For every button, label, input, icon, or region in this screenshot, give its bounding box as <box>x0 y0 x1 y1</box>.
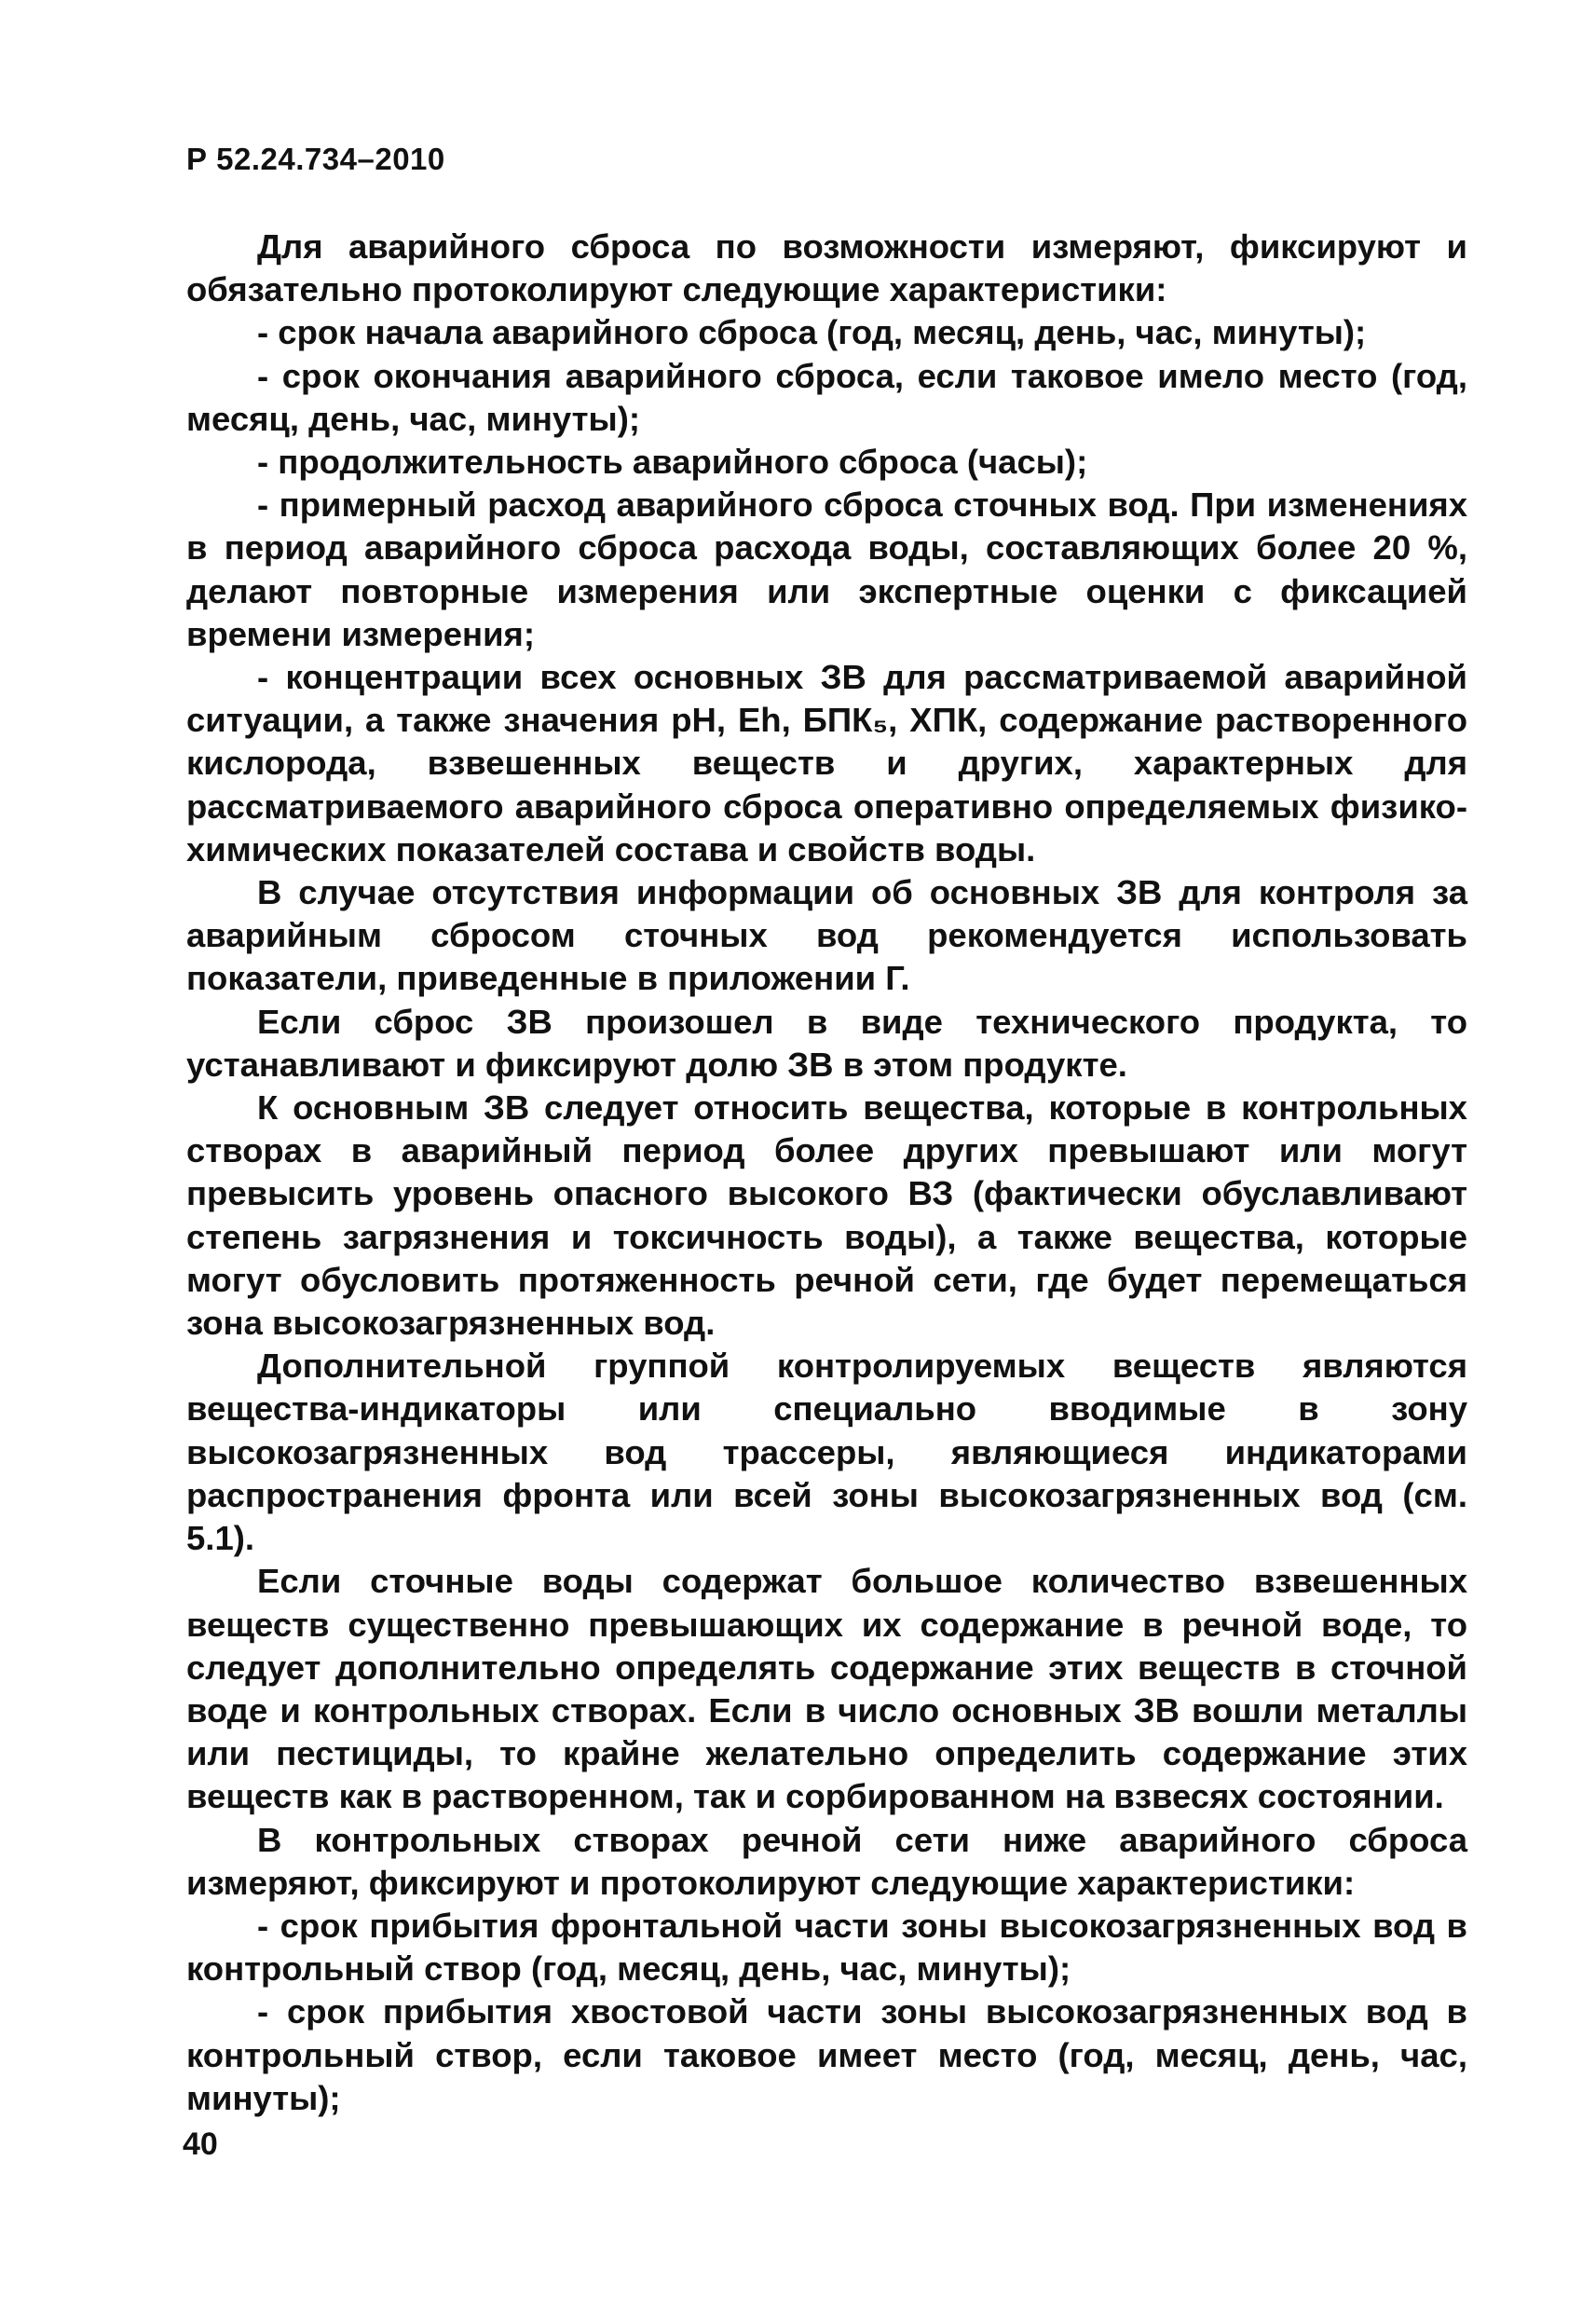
paragraph: В контрольных створах речной сети ниже аварийного сброса измеряют, фиксируют и протоколируют следующие характеристики: <box>186 1820 1467 1902</box>
list-item: - продолжительность аварийного сброса (часы); <box>257 443 1088 482</box>
paragraph: Для аварийного сброса по возможности измеряют, фиксируют и обязательно протоколируют следующие характеристики: <box>186 227 1467 309</box>
list-item: - примерный расход аварийного сброса сточных вод. При изменениях в период аварийного сброса расхода воды, составляющих более 20 %, делают повторные измерения или экспертные оценки с фиксацией времени измерения; <box>186 485 1467 653</box>
document-code: Р 52.24.734–2010 <box>186 142 445 176</box>
paragraph: Если сброс ЗВ произошел в виде технического продукта, то устанавливают и фиксируют долю ЗВ в этом продукте. <box>186 1002 1467 1084</box>
list-item: - концентрации всех основных ЗВ для рассматриваемой аварийной ситуации, а также значения pH, Eh, БПК₅, ХПК, содержание растворенного кислорода, взвешенных веществ и других, характерных для рассматриваемого аварийного сброса оперативно определяемых физико-химических показателей состава и свойств воды. <box>186 658 1467 868</box>
page-number: 40 <box>183 2126 218 2162</box>
list-item: - срок прибытия фронтальной части зоны высокозагрязненных вод в контрольный створ (год, месяц, день, час, минуты); <box>186 1906 1467 1989</box>
paragraph: К основным ЗВ следует относить вещества, которые в контрольных створах в аварийный период более других превышают или могут превысить уровень опасного высокого ВЗ (фактически обуславливают степень загрязнения и токсичность воды), а также вещества, которые могут обусловить протяженность речной сети, где будет перемещаться зона высокозагрязненных вод. <box>186 1088 1467 1343</box>
paragraph: В случае отсутствия информации об основных ЗВ для контроля за аварийным сбросом сточных вод рекомендуется использовать показатели, приведенные в приложении Г. <box>186 873 1467 998</box>
body-text <box>186 226 1467 2120</box>
paragraph: Если сточные воды содержат большое количество взвешенных веществ существенно превышающих их содержание в речной воде, то следует дополнительно определять содержание этих веществ в сточной воде и контрольных створах. Если в число основных ЗВ вошли металлы или пестициды, то крайне желательно определить содержание этих веществ как в растворенном, так и сорбированном на взвесях состоянии. <box>186 1562 1467 1816</box>
list-item: - срок окончания аварийного сброса, если таковое имело место (год, месяц, день, час, минуты); <box>186 356 1467 438</box>
list-item: - срок прибытия хвостовой части зоны высокозагрязненных вод в контрольный створ, если таковое имеет место (год, месяц, день, час, минуты); <box>186 1992 1467 2117</box>
list-item: - срок начала аварийного сброса (год, месяц, день, час, минуты); <box>257 313 1367 352</box>
paragraph: Дополнительной группой контролируемых веществ являются вещества-индикаторы или специально вводимые в зону высокозагрязненных вод трассеры, являющиеся индикаторами распространения фронта или всей зоны высокозагрязненных вод (см. 5.1). <box>186 1347 1467 1558</box>
